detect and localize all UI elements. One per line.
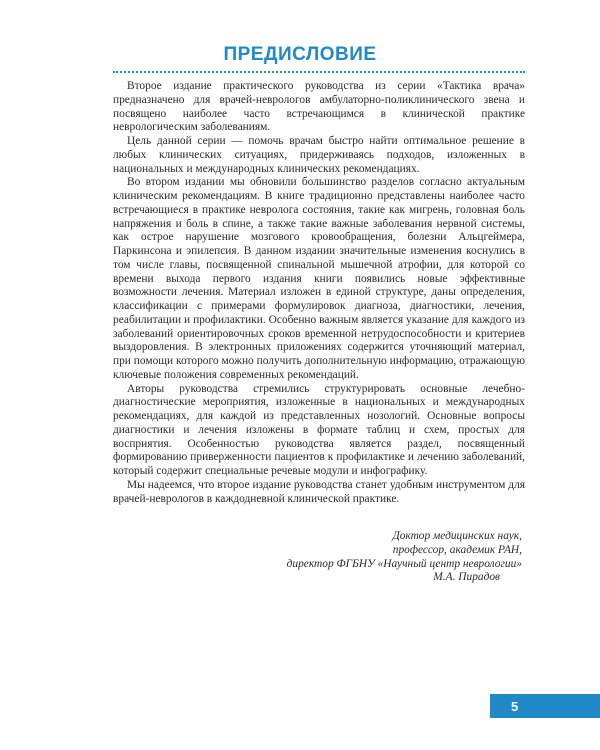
signature-block bbox=[287, 530, 522, 585]
paragraph: Второе издание практического руководства из серии «Тактика врача» предназначено для врачей-неврологов амбулаторно-поликлинического звена и посвящено наиболее часто встречающимся в клинической практике неврологическим заболеваниям. bbox=[113, 80, 525, 134]
signature-degree: Доктор медицинских наук, bbox=[392, 530, 522, 542]
title-divider bbox=[113, 71, 525, 73]
signature-title: профессор, академик РАН, bbox=[392, 543, 522, 556]
body-text bbox=[113, 80, 525, 506]
paragraph: Авторы руководства стремились структурировать основные лечебно-диагностические мероприятия, изложенные в национальных и международных рекомендациях, для каждой из представленных нозологий. Основные вопросы диагностики и лечения изложены в формате таблиц и схем, простых для восприятия. Особенностью руководства является раздел, посвященный формированию приверженности пациентов к профилактике и лечению заболеваний, который содержит специальные речевые модули и инфографику. bbox=[113, 382, 525, 477]
signature-position: директор ФГБНУ «Научный центр неврологии» bbox=[286, 557, 522, 570]
paragraph: Мы надеемся, что второе издание руководства станет удобным инструментом для врачей-неврологов в каждодневной клинической практике. bbox=[113, 478, 525, 505]
page-number-tab: 5 bbox=[490, 694, 600, 718]
paragraph: Во втором издании мы обновили большинство разделов согласно актуальным клиническим рекомендациям. В книге традиционно представлены наиболее часто встречающиеся в практике невролога состояния, такие как мигрень, головная боль напряжения и боль в спине, а также такие важные заболевания нервной системы, как острое нарушение мозгового кровообращения, болезни Альцгеймера, Паркинсона и эпилепсия. В данном издании значительные изменения коснулись в том числе главы, посвященной спинальной мышечной атрофии, для которой со времени выхода первого издания книги появились новые эффективные возможности лечения. Материал изложен в единой структуре, даны определения, классификации с примерами формулировок диагноза, диагностики, лечения, реабилитации и профилактики. Особенно важным является указание для каждого из заболеваний ориентировочных сроков временной нетрудоспособности и критериев выздоровления. В электронных приложениях содержится уточняющий материал, при помощи которого можно получить дополнительную информацию, отражающую ключевые положения современных рекомендаций. bbox=[113, 176, 525, 381]
page-title: ПРЕДИСЛОВИЕ bbox=[223, 44, 377, 65]
paragraph: Цель данной серии — помочь врачам быстро найти оптимальное решение в любых клинических ситуациях, придерживаясь подходов, изложенных в национальных и международных клинических рекомендациях. bbox=[113, 135, 525, 175]
signature-name: М.А. Пирадов bbox=[433, 571, 500, 584]
